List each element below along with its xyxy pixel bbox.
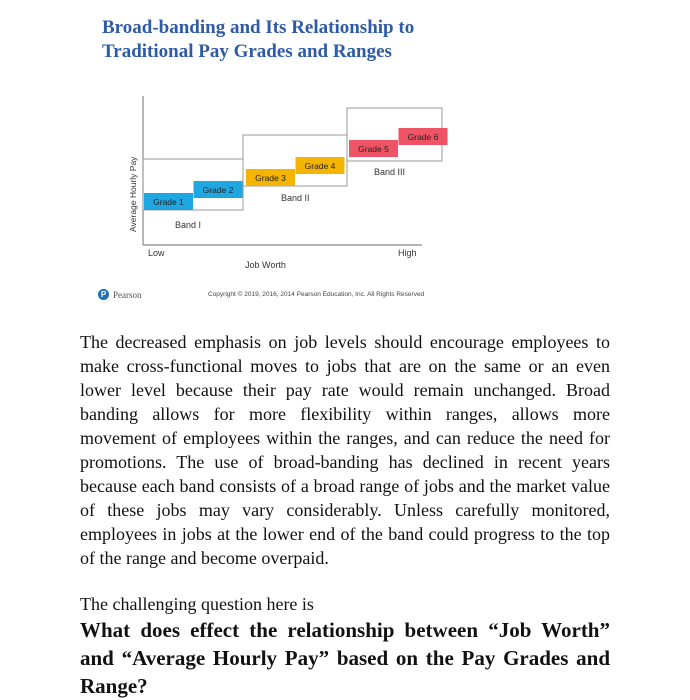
question-lead: The challenging question here is — [80, 594, 314, 614]
slide-title-line-2: Traditional Pay Grades and Ranges — [102, 41, 392, 62]
pearson-p-icon: P — [98, 289, 109, 300]
broadbanding-chart — [0, 0, 690, 300]
grade-2-label: Grade 2 — [202, 185, 234, 195]
copyright-notice: Copyright © 2019, 2016, 2014 Pearson Education, Inc. All Rights Reserved — [208, 291, 425, 298]
question-text: What does effect the relationship between “Job Worth” and “Average Hourly Pay” based on the Pay Grades and Range? — [80, 618, 610, 698]
grade-3-label: Grade 3 — [255, 173, 286, 183]
band-label-1: Band I — [175, 220, 202, 230]
grade-4-label: Grade 4 — [304, 161, 336, 171]
x-high-label: High — [398, 248, 417, 258]
body-paragraph: The decreased emphasis on job levels should encourage employees to make cross-functional moves to jobs that are on the same or an even lower level because their pay rate would remain unchanged. Broad banding allows for more flexibility within ranges, allows more movement of employees within the ranges, and can reduce the need for promotions. The use of broad-banding has declined in recent years because each band consists of a broad range of jobs and the market value of these jobs may vary considerably. Unless carefully monitored, employees in jobs at the lower end of the band could progress to the top of the range and become overpaid. — [80, 332, 610, 568]
band-label-2: Band II — [281, 193, 310, 203]
pearson-logo — [98, 289, 142, 300]
grade-1-label: Grade 1 — [153, 197, 184, 207]
y-axis-label: Average Hourly Pay — [128, 156, 138, 232]
grade-6-label: Grade 6 — [407, 132, 439, 142]
publisher-name: Pearson — [113, 289, 142, 300]
grade-5-label: Grade 5 — [358, 144, 389, 154]
band-label-3: Band III — [374, 167, 406, 177]
x-axis-label: Job Worth — [245, 260, 286, 270]
x-low-label: Low — [148, 248, 165, 258]
slide-title-line-1: Broad-banding and Its Relationship to — [102, 17, 415, 38]
